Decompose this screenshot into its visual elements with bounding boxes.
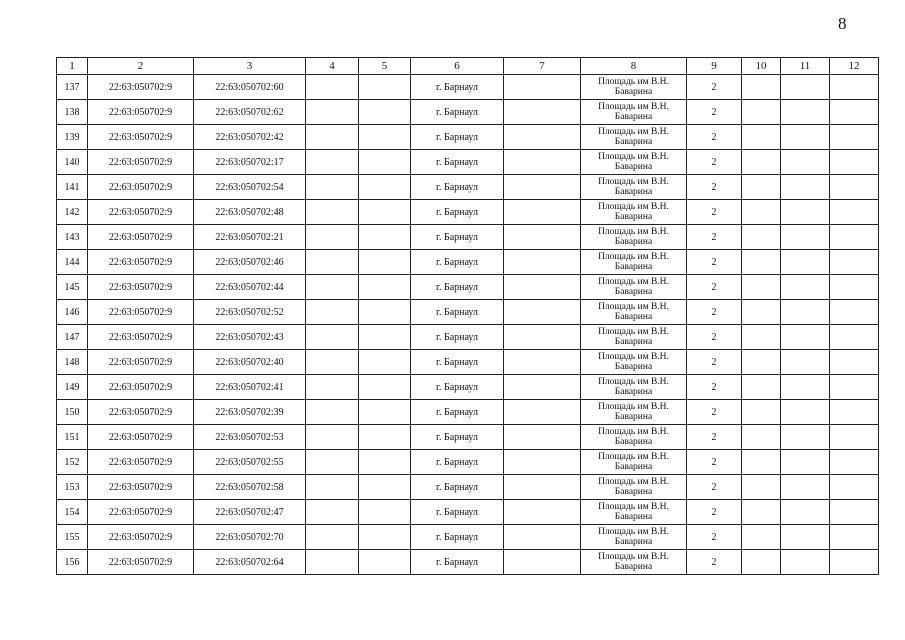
- column-9-value-cell: 2: [687, 475, 742, 500]
- column-12-cell: [830, 275, 879, 300]
- column-4-cell: [306, 450, 359, 475]
- parent-cadastral-number-cell: 22:63:050702:9: [88, 225, 194, 250]
- row-number-cell: 148: [57, 350, 88, 375]
- row-number-cell: 138: [57, 100, 88, 125]
- column-9-value-cell: 2: [687, 100, 742, 125]
- column-9-value-cell: 2: [687, 75, 742, 100]
- parent-cadastral-number-cell: 22:63:050702:9: [88, 150, 194, 175]
- row-number-cell: 147: [57, 325, 88, 350]
- city-cell: г. Барнаул: [411, 200, 504, 225]
- city-cell: г. Барнаул: [411, 125, 504, 150]
- column-12-cell: [830, 475, 879, 500]
- column-10-cell: [742, 75, 781, 100]
- column-9-value-cell: 2: [687, 250, 742, 275]
- row-number-cell: 146: [57, 300, 88, 325]
- column-5-cell: [359, 475, 411, 500]
- column-11-cell: [781, 400, 830, 425]
- column-9-value-cell: 2: [687, 500, 742, 525]
- column-11-cell: [781, 200, 830, 225]
- column-9-value-cell: 2: [687, 300, 742, 325]
- city-cell: г. Барнаул: [411, 550, 504, 575]
- address-cell: Площадь им В.Н. Баварина: [581, 225, 687, 250]
- city-cell: г. Барнаул: [411, 350, 504, 375]
- column-4-cell: [306, 125, 359, 150]
- column-10-cell: [742, 375, 781, 400]
- column-4-cell: [306, 225, 359, 250]
- parent-cadastral-number-cell: 22:63:050702:9: [88, 375, 194, 400]
- parent-cadastral-number-cell: 22:63:050702:9: [88, 350, 194, 375]
- column-10-cell: [742, 250, 781, 275]
- cadastral-number-cell: 22:63:050702:58: [194, 475, 306, 500]
- column-11-cell: [781, 125, 830, 150]
- cadastral-number-cell: 22:63:050702:70: [194, 525, 306, 550]
- cadastral-number-cell: 22:63:050702:60: [194, 75, 306, 100]
- column-7-cell: [504, 125, 581, 150]
- table-row: [57, 175, 879, 200]
- parent-cadastral-number-cell: 22:63:050702:9: [88, 475, 194, 500]
- address-cell: Площадь им В.Н. Баварина: [581, 375, 687, 400]
- column-7-cell: [504, 450, 581, 475]
- column-4-cell: [306, 175, 359, 200]
- column-9-value-cell: 2: [687, 150, 742, 175]
- parent-cadastral-number-cell: 22:63:050702:9: [88, 325, 194, 350]
- column-7-cell: [504, 475, 581, 500]
- column-5-cell: [359, 150, 411, 175]
- column-7-cell: [504, 375, 581, 400]
- column-11-cell: [781, 150, 830, 175]
- column-11-cell: [781, 375, 830, 400]
- city-cell: г. Барнаул: [411, 175, 504, 200]
- column-5-cell: [359, 325, 411, 350]
- column-5-cell: [359, 500, 411, 525]
- column-11-cell: [781, 350, 830, 375]
- column-12-cell: [830, 125, 879, 150]
- parent-cadastral-number-cell: 22:63:050702:9: [88, 175, 194, 200]
- column-4-cell: [306, 525, 359, 550]
- row-number-cell: 137: [57, 75, 88, 100]
- cadastral-number-cell: 22:63:050702:43: [194, 325, 306, 350]
- row-number-cell: 144: [57, 250, 88, 275]
- column-12-cell: [830, 100, 879, 125]
- city-cell: г. Барнаул: [411, 375, 504, 400]
- column-10-cell: [742, 350, 781, 375]
- cadastral-number-cell: 22:63:050702:44: [194, 275, 306, 300]
- register-table: [56, 57, 879, 575]
- address-cell: Площадь им В.Н. Баварина: [581, 200, 687, 225]
- cadastral-number-cell: 22:63:050702:39: [194, 400, 306, 425]
- column-11-cell: [781, 500, 830, 525]
- column-12-cell: [830, 300, 879, 325]
- column-9-value-cell: 2: [687, 550, 742, 575]
- header-row: [57, 58, 879, 75]
- city-cell: г. Барнаул: [411, 400, 504, 425]
- column-header-7: 7: [504, 58, 581, 75]
- column-10-cell: [742, 425, 781, 450]
- row-number-cell: 142: [57, 200, 88, 225]
- address-cell: Площадь им В.Н. Баварина: [581, 150, 687, 175]
- column-7-cell: [504, 250, 581, 275]
- column-5-cell: [359, 375, 411, 400]
- column-12-cell: [830, 400, 879, 425]
- column-4-cell: [306, 425, 359, 450]
- column-11-cell: [781, 300, 830, 325]
- cadastral-number-cell: 22:63:050702:41: [194, 375, 306, 400]
- column-header-10: 10: [742, 58, 781, 75]
- row-number-cell: 155: [57, 525, 88, 550]
- column-4-cell: [306, 375, 359, 400]
- row-number-cell: 156: [57, 550, 88, 575]
- column-10-cell: [742, 550, 781, 575]
- column-11-cell: [781, 325, 830, 350]
- city-cell: г. Барнаул: [411, 475, 504, 500]
- parent-cadastral-number-cell: 22:63:050702:9: [88, 300, 194, 325]
- column-9-value-cell: 2: [687, 425, 742, 450]
- parent-cadastral-number-cell: 22:63:050702:9: [88, 550, 194, 575]
- column-9-value-cell: 2: [687, 200, 742, 225]
- column-10-cell: [742, 275, 781, 300]
- column-5-cell: [359, 200, 411, 225]
- column-10-cell: [742, 225, 781, 250]
- address-cell: Площадь им В.Н. Баварина: [581, 400, 687, 425]
- column-12-cell: [830, 375, 879, 400]
- column-10-cell: [742, 175, 781, 200]
- column-header-2: 2: [88, 58, 194, 75]
- column-12-cell: [830, 525, 879, 550]
- column-12-cell: [830, 550, 879, 575]
- column-9-value-cell: 2: [687, 525, 742, 550]
- column-4-cell: [306, 275, 359, 300]
- column-5-cell: [359, 175, 411, 200]
- address-cell: Площадь им В.Н. Баварина: [581, 500, 687, 525]
- table-row: [57, 125, 879, 150]
- column-5-cell: [359, 75, 411, 100]
- cadastral-number-cell: 22:63:050702:53: [194, 425, 306, 450]
- column-4-cell: [306, 350, 359, 375]
- column-10-cell: [742, 500, 781, 525]
- column-5-cell: [359, 275, 411, 300]
- column-11-cell: [781, 225, 830, 250]
- column-5-cell: [359, 350, 411, 375]
- column-5-cell: [359, 450, 411, 475]
- column-header-5: 5: [359, 58, 411, 75]
- column-12-cell: [830, 75, 879, 100]
- column-11-cell: [781, 550, 830, 575]
- table-row: [57, 500, 879, 525]
- parent-cadastral-number-cell: 22:63:050702:9: [88, 75, 194, 100]
- row-number-cell: 154: [57, 500, 88, 525]
- column-11-cell: [781, 450, 830, 475]
- column-7-cell: [504, 350, 581, 375]
- cadastral-number-cell: 22:63:050702:47: [194, 500, 306, 525]
- column-7-cell: [504, 225, 581, 250]
- column-9-value-cell: 2: [687, 225, 742, 250]
- parent-cadastral-number-cell: 22:63:050702:9: [88, 100, 194, 125]
- column-10-cell: [742, 400, 781, 425]
- column-9-value-cell: 2: [687, 400, 742, 425]
- row-number-cell: 152: [57, 450, 88, 475]
- table-row: [57, 325, 879, 350]
- column-header-3: 3: [194, 58, 306, 75]
- table-row: [57, 200, 879, 225]
- address-cell: Площадь им В.Н. Баварина: [581, 325, 687, 350]
- address-cell: Площадь им В.Н. Баварина: [581, 250, 687, 275]
- city-cell: г. Барнаул: [411, 325, 504, 350]
- cadastral-number-cell: 22:63:050702:40: [194, 350, 306, 375]
- cadastral-number-cell: 22:63:050702:52: [194, 300, 306, 325]
- column-11-cell: [781, 475, 830, 500]
- column-4-cell: [306, 475, 359, 500]
- column-11-cell: [781, 100, 830, 125]
- row-number-cell: 139: [57, 125, 88, 150]
- cadastral-number-cell: 22:63:050702:64: [194, 550, 306, 575]
- address-cell: Площадь им В.Н. Баварина: [581, 550, 687, 575]
- cadastral-number-cell: 22:63:050702:55: [194, 450, 306, 475]
- parent-cadastral-number-cell: 22:63:050702:9: [88, 525, 194, 550]
- column-10-cell: [742, 125, 781, 150]
- city-cell: г. Барнаул: [411, 425, 504, 450]
- city-cell: г. Барнаул: [411, 525, 504, 550]
- parent-cadastral-number-cell: 22:63:050702:9: [88, 250, 194, 275]
- address-cell: Площадь им В.Н. Баварина: [581, 450, 687, 475]
- column-11-cell: [781, 525, 830, 550]
- row-number-cell: 141: [57, 175, 88, 200]
- column-11-cell: [781, 175, 830, 200]
- column-10-cell: [742, 300, 781, 325]
- parent-cadastral-number-cell: 22:63:050702:9: [88, 125, 194, 150]
- table-row: [57, 550, 879, 575]
- column-5-cell: [359, 250, 411, 275]
- cadastral-number-cell: 22:63:050702:48: [194, 200, 306, 225]
- column-7-cell: [504, 175, 581, 200]
- city-cell: г. Барнаул: [411, 300, 504, 325]
- table-row: [57, 525, 879, 550]
- column-10-cell: [742, 150, 781, 175]
- city-cell: г. Барнаул: [411, 75, 504, 100]
- column-11-cell: [781, 425, 830, 450]
- column-header-6: 6: [411, 58, 504, 75]
- city-cell: г. Барнаул: [411, 275, 504, 300]
- city-cell: г. Барнаул: [411, 500, 504, 525]
- column-5-cell: [359, 125, 411, 150]
- row-number-cell: 145: [57, 275, 88, 300]
- column-7-cell: [504, 325, 581, 350]
- table-row: [57, 100, 879, 125]
- column-12-cell: [830, 450, 879, 475]
- column-4-cell: [306, 200, 359, 225]
- column-12-cell: [830, 350, 879, 375]
- address-cell: Площадь им В.Н. Баварина: [581, 475, 687, 500]
- parent-cadastral-number-cell: 22:63:050702:9: [88, 400, 194, 425]
- column-7-cell: [504, 300, 581, 325]
- column-header-11: 11: [781, 58, 830, 75]
- city-cell: г. Барнаул: [411, 150, 504, 175]
- address-cell: Площадь им В.Н. Баварина: [581, 300, 687, 325]
- row-number-cell: 143: [57, 225, 88, 250]
- parent-cadastral-number-cell: 22:63:050702:9: [88, 425, 194, 450]
- column-10-cell: [742, 325, 781, 350]
- city-cell: г. Барнаул: [411, 450, 504, 475]
- column-7-cell: [504, 525, 581, 550]
- column-10-cell: [742, 525, 781, 550]
- row-number-cell: 153: [57, 475, 88, 500]
- column-9-value-cell: 2: [687, 275, 742, 300]
- cadastral-number-cell: 22:63:050702:17: [194, 150, 306, 175]
- column-10-cell: [742, 200, 781, 225]
- column-7-cell: [504, 200, 581, 225]
- column-7-cell: [504, 500, 581, 525]
- column-10-cell: [742, 450, 781, 475]
- address-cell: Площадь им В.Н. Баварина: [581, 125, 687, 150]
- column-12-cell: [830, 500, 879, 525]
- city-cell: г. Барнаул: [411, 100, 504, 125]
- column-4-cell: [306, 300, 359, 325]
- table-row: [57, 400, 879, 425]
- column-7-cell: [504, 400, 581, 425]
- column-11-cell: [781, 275, 830, 300]
- column-7-cell: [504, 75, 581, 100]
- city-cell: г. Барнаул: [411, 250, 504, 275]
- column-12-cell: [830, 200, 879, 225]
- parent-cadastral-number-cell: 22:63:050702:9: [88, 275, 194, 300]
- parent-cadastral-number-cell: 22:63:050702:9: [88, 450, 194, 475]
- table-row: [57, 150, 879, 175]
- table-row: [57, 425, 879, 450]
- column-header-4: 4: [306, 58, 359, 75]
- page-number: 8: [838, 14, 847, 33]
- address-cell: Площадь им В.Н. Баварина: [581, 75, 687, 100]
- table-body: [57, 75, 879, 575]
- column-5-cell: [359, 100, 411, 125]
- column-4-cell: [306, 400, 359, 425]
- column-7-cell: [504, 150, 581, 175]
- column-header-9: 9: [687, 58, 742, 75]
- table-row: [57, 375, 879, 400]
- cadastral-number-cell: 22:63:050702:62: [194, 100, 306, 125]
- column-header-8: 8: [581, 58, 687, 75]
- address-cell: Площадь им В.Н. Баварина: [581, 425, 687, 450]
- column-12-cell: [830, 325, 879, 350]
- row-number-cell: 151: [57, 425, 88, 450]
- column-11-cell: [781, 75, 830, 100]
- column-12-cell: [830, 225, 879, 250]
- row-number-cell: 150: [57, 400, 88, 425]
- column-header-12: 12: [830, 58, 879, 75]
- column-7-cell: [504, 550, 581, 575]
- column-12-cell: [830, 250, 879, 275]
- column-9-value-cell: 2: [687, 375, 742, 400]
- column-9-value-cell: 2: [687, 125, 742, 150]
- address-cell: Площадь им В.Н. Баварина: [581, 350, 687, 375]
- row-number-cell: 140: [57, 150, 88, 175]
- table-row: [57, 250, 879, 275]
- column-5-cell: [359, 300, 411, 325]
- table-row: [57, 475, 879, 500]
- address-cell: Площадь им В.Н. Баварина: [581, 525, 687, 550]
- city-cell: г. Барнаул: [411, 225, 504, 250]
- column-4-cell: [306, 250, 359, 275]
- parent-cadastral-number-cell: 22:63:050702:9: [88, 500, 194, 525]
- column-12-cell: [830, 175, 879, 200]
- column-9-value-cell: 2: [687, 450, 742, 475]
- column-10-cell: [742, 475, 781, 500]
- column-5-cell: [359, 400, 411, 425]
- column-5-cell: [359, 550, 411, 575]
- column-12-cell: [830, 150, 879, 175]
- table-row: [57, 350, 879, 375]
- column-4-cell: [306, 325, 359, 350]
- column-4-cell: [306, 550, 359, 575]
- column-5-cell: [359, 525, 411, 550]
- column-9-value-cell: 2: [687, 350, 742, 375]
- column-7-cell: [504, 425, 581, 450]
- table-row: [57, 300, 879, 325]
- address-cell: Площадь им В.Н. Баварина: [581, 275, 687, 300]
- table-row: [57, 275, 879, 300]
- cadastral-number-cell: 22:63:050702:46: [194, 250, 306, 275]
- column-9-value-cell: 2: [687, 175, 742, 200]
- column-12-cell: [830, 425, 879, 450]
- cadastral-number-cell: 22:63:050702:42: [194, 125, 306, 150]
- column-7-cell: [504, 100, 581, 125]
- column-5-cell: [359, 425, 411, 450]
- column-10-cell: [742, 100, 781, 125]
- table-header: [57, 58, 879, 75]
- table-row: [57, 225, 879, 250]
- cadastral-number-cell: 22:63:050702:21: [194, 225, 306, 250]
- column-7-cell: [504, 275, 581, 300]
- column-4-cell: [306, 100, 359, 125]
- table-row: [57, 75, 879, 100]
- column-4-cell: [306, 150, 359, 175]
- column-4-cell: [306, 500, 359, 525]
- address-cell: Площадь им В.Н. Баварина: [581, 100, 687, 125]
- column-4-cell: [306, 75, 359, 100]
- address-cell: Площадь им В.Н. Баварина: [581, 175, 687, 200]
- column-5-cell: [359, 225, 411, 250]
- row-number-cell: 149: [57, 375, 88, 400]
- parent-cadastral-number-cell: 22:63:050702:9: [88, 200, 194, 225]
- cadastral-number-cell: 22:63:050702:54: [194, 175, 306, 200]
- column-11-cell: [781, 250, 830, 275]
- column-9-value-cell: 2: [687, 325, 742, 350]
- table-row: [57, 450, 879, 475]
- column-header-1: 1: [57, 58, 88, 75]
